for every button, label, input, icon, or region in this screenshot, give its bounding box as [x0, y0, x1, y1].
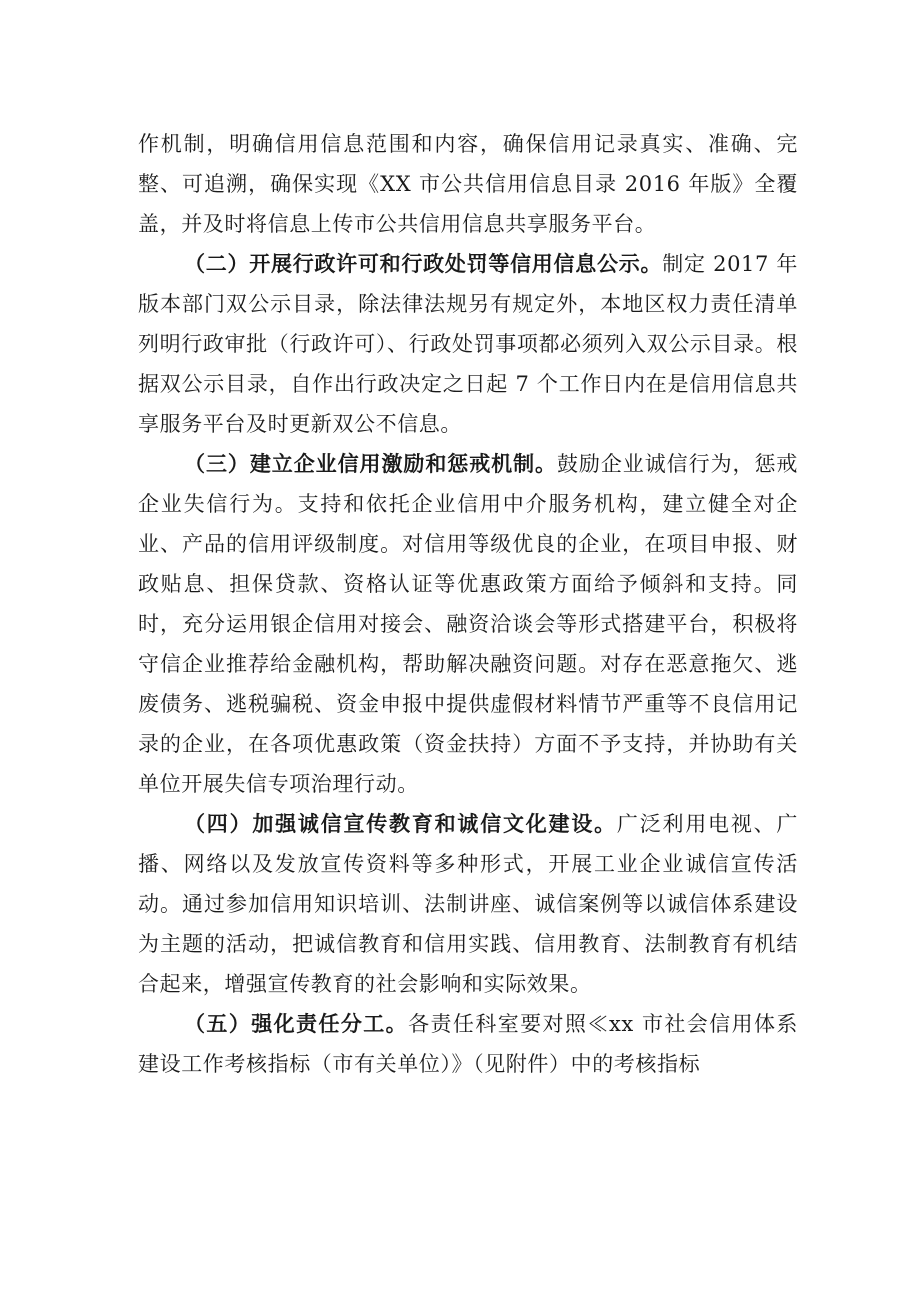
section-heading: （三）建立企业信用激励和惩戒机制。	[184, 451, 557, 476]
paragraph-section-2	[138, 244, 798, 444]
paragraph-text: 作机制，明确信用信息范围和内容，确保信用记录真实、准确、完整、可追溯，确保实现《XX 市公共信用信息目录 2016 年版》全覆盖，并及时将信息上传市公共信用信息共享服务平台。	[138, 132, 798, 236]
paragraph-continuation	[138, 124, 798, 244]
paragraph-text: 鼓励企业诚信行为，惩戒企业失信行为。支持和依托企业信用中介服务机构，建立健全对企业、产品的信用评级制度。对信用等级优良的企业，在项目申报、财政贴息、担保贷款、资格认证等优惠政策方面给予倾斜和支持。同时，充分运用银企信用对接会、融资洽谈会等形式搭建平台，积极将守信企业推荐给金融机构，帮助解决融资问题。对存在恶意拖欠、逃废债务、逃税骗税、资金申报中提供虚假材料情节严重等不良信用记录的企业，在各项优惠政策（资金扶持）方面不予支持，并协助有关单位开展失信专项治理行动。	[138, 452, 798, 796]
section-heading: （二）开展行政许可和行政处罚等信用信息公示。	[184, 251, 663, 276]
document-body	[138, 124, 798, 1084]
paragraph-text: 各责任科室要对照≪xx 市社会信用体系建设工作考核指标（市有关单位）》（见附件）中的考核指标	[138, 1012, 798, 1076]
section-heading: （五）强化责任分工。	[184, 1011, 409, 1036]
paragraph-text: 制定 2017 年版本部门双公示目录，除法律法规另有规定外，本地区权力责任清单列明行政审批（行政许可）、行政处罚事项都必须列入双公示目录。根据双公示目录，自作出行政决定之日起 7 个工作日内在是信用信息共享服务平台及时更新双公不信息。	[138, 252, 798, 436]
section-heading: （四）加强诚信宣传教育和诚信文化建设。	[184, 811, 617, 836]
paragraph-text: 广泛利用电视、广播、网络以及发放宣传资料等多种形式，开展工业企业诚信宣传活动。通过参加信用知识培训、法制讲座、诚信案例等以诚信体系建设为主题的活动，把诚信教育和信用实践、信用教育、法制教育有机结合起来，增强宣传教育的社会影响和实际效果。	[138, 812, 798, 996]
paragraph-section-3	[138, 444, 798, 804]
paragraph-section-5	[138, 1004, 798, 1084]
paragraph-section-4	[138, 804, 798, 1004]
